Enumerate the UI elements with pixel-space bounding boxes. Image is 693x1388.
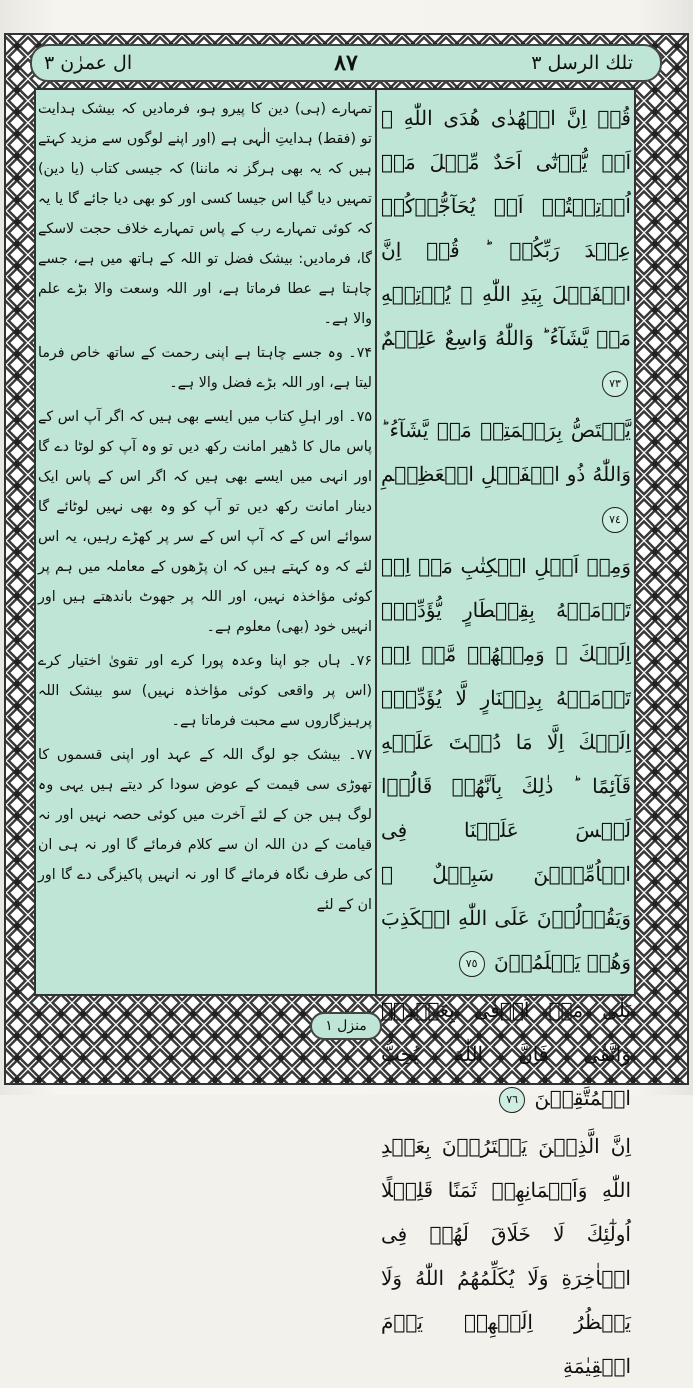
urdu-paragraph: ۷۴۔ وہ جسے چاہتا ہے اپنی رحمت کے ساتھ خاص فرما لیتا ہے، اور اللہ بڑے فضل والا ہے۔ xyxy=(38,345,372,391)
urdu-translation-column xyxy=(38,94,372,992)
arabic-ayah-block xyxy=(381,544,631,984)
urdu-paragraph: ۷۶۔ ہاں جو اپنا وعدہ پورا کرے اور تقویٰ اختیار کرے (اس پر واقعی کوئی مؤاخذہ نہیں) سو بیشک اللہ پرہیزگاروں سے محبت فرماتا ہے۔ xyxy=(38,653,372,729)
ayah-number-marker: ٧٣ xyxy=(602,371,628,397)
arabic-ayah-block xyxy=(381,1124,631,1388)
surah-title: ال عمرٰن ٣ xyxy=(44,52,133,74)
urdu-paragraph: ۷۵۔ اور اہلِ کتاب میں ایسے بھی ہیں کہ اگر آپ اس کے پاس مال کا ڈھیر امانت رکھ دیں تو وہ آپ کو لوٹا دے گا اور انہی میں ایسے بھی ہیں کہ اگر اس کے پاس ایک دینار امانت رکھ دیں تو آپ کو وہ بھی نہیں لوٹائے گا سوائے اس کے کہ آپ اس کے سر پر کھڑے رہیں، یہ اس لئے کہ وہ کہتے ہیں کہ ان پڑھوں کے معاملہ میں ہم پر کوئی مؤاخذہ نہیں، اور اللہ پر جھوٹ باندھتے ہیں اور انہیں خود (بھی) معلوم ہے۔ xyxy=(38,409,372,635)
arabic-ayah-text: وَمِنۡ اَهۡلِ الۡكِتٰبِ مَنۡ اِنۡ تَاۡمَنۡهُ بِقِنۡطَارٍ يُّؤَدِّهٖۤ اِلَيۡكَ ۚ وَمِنۡهُمۡ مَّنۡ اِنۡ تَاۡمَنۡهُ بِدِيۡنَارٍ لَّا يُؤَدِّهٖۤ اِلَيۡكَ اِلَّا مَا دُمۡتَ عَلَيۡهِ قَآئِمًا ؕ ذٰلِكَ بِاَنَّهُمۡ قَالُوۡا لَيۡسَ عَلَيۡنَا فِى الۡاُمِّيّٖنَ سَبِيۡلٌ ۚ وَيَقُوۡلُوۡنَ عَلَى اللّٰهِ الۡكَذِبَ وَهُمۡ يَعۡلَمُوۡنَ xyxy=(381,554,631,974)
urdu-paragraph: تمہارے (ہی) دین کا پیرو ہو، فرمادیں کہ بیشک ہدایت تو (فقط) ہدایتِ الٰہی ہے (اور اپنے لوگوں سے مزید کہتے ہیں کہ یہ بھی ہرگز نہ ماننا) کہ جیسی کتاب (یا دین) تمہیں دیا گیا اس جیسا کسی اور کو بھی دیا جائے گا یا یہ کہ کوئی تمہارے رب کے پاس تمہارے خلاف حجت لاسکے گا، فرمادیں: بیشک فضل تو اللہ کے ہاتھ میں ہے، جسے چاہتا ہے عطا فرماتا ہے، اور اللہ وسعت والا بڑے علم والا ہے۔ xyxy=(38,101,372,327)
arabic-ayah-block xyxy=(381,96,631,404)
arabic-ayah-block xyxy=(381,408,631,540)
ayah-number-marker: ٧٥ xyxy=(459,951,485,977)
arabic-ayah-block xyxy=(381,988,631,1120)
arabic-ayah-text: اِنَّ الَّذِيۡنَ يَشۡتَرُوۡنَ بِعَهۡدِ اللّٰهِ وَاَيۡمَانِهِمۡ ثَمَنًا قَلِيۡلًا اُولٰٓئِكَ لَا خَلَاقَ لَهُمۡ فِى الۡاٰخِرَةِ وَلَا يُكَلِّمُهُمُ اللّٰهُ وَلَا يَنۡظُرُ اِلَيۡهِمۡ يَوۡمَ الۡقِيٰمَةِ xyxy=(381,1134,631,1378)
urdu-paragraph: ۷۷۔ بیشک جو لوگ اللہ کے عہد اور اپنی قسموں کا تھوڑی سی قیمت کے عوض سودا کر دیتے ہیں یہی وہ لوگ ہیں جن کے لئے آخرت میں کوئی حصہ نہیں اور نہ قیامت کے دن اللہ ان سے کلام فرمائے گا اور نہ ہی ان کی طرف نگاہ فرمائے گا اور نہ انہیں پاکیزگی دے گا اور ان کے لئے xyxy=(38,747,372,913)
ayah-number-marker: ٧٤ xyxy=(602,507,628,533)
ayah-number-marker: ٧٦ xyxy=(499,1087,525,1113)
arabic-ayah-text: قُلۡ اِنَّ الۡهُدٰى هُدَى اللّٰهِ ۙ اَنۡ يُّؤۡتٰٓى اَحَدٌ مِّثۡلَ مَاۤ اُوۡتِيۡتُمۡ اَوۡ يُحَآجُّوۡكُمۡ عِنۡدَ رَبِّكُمۡ ؕ قُلۡ اِنَّ الۡفَضۡلَ بِيَدِ اللّٰهِ ۚ يُؤۡتِيۡهِ مَنۡ يَّشَآءُ ؕ وَاللّٰهُ وَاسِعٌ عَلِيۡمٌ xyxy=(381,106,631,350)
juz-title: تلك الرسل ٣ xyxy=(531,52,633,74)
arabic-ayah-text: بَلٰى مَنۡ اَوۡفٰى بِعَهۡدِهٖ وَاتَّقٰى فَاِنَّ اللّٰهَ يُحِبُّ الۡمُتَّقِيۡنَ xyxy=(381,998,631,1110)
page-number: ٨٧ xyxy=(334,50,358,76)
arabic-ayah-text: يَّخۡتَصُّ بِرَحۡمَتِهٖ مَنۡ يَّشَآءُ ؕ وَاللّٰهُ ذُو الۡفَضۡلِ الۡعَظِيۡمِ xyxy=(381,418,631,486)
manzil-label: منزل ١ xyxy=(325,1018,367,1034)
arabic-text-column xyxy=(381,96,631,1378)
column-divider xyxy=(375,90,377,994)
